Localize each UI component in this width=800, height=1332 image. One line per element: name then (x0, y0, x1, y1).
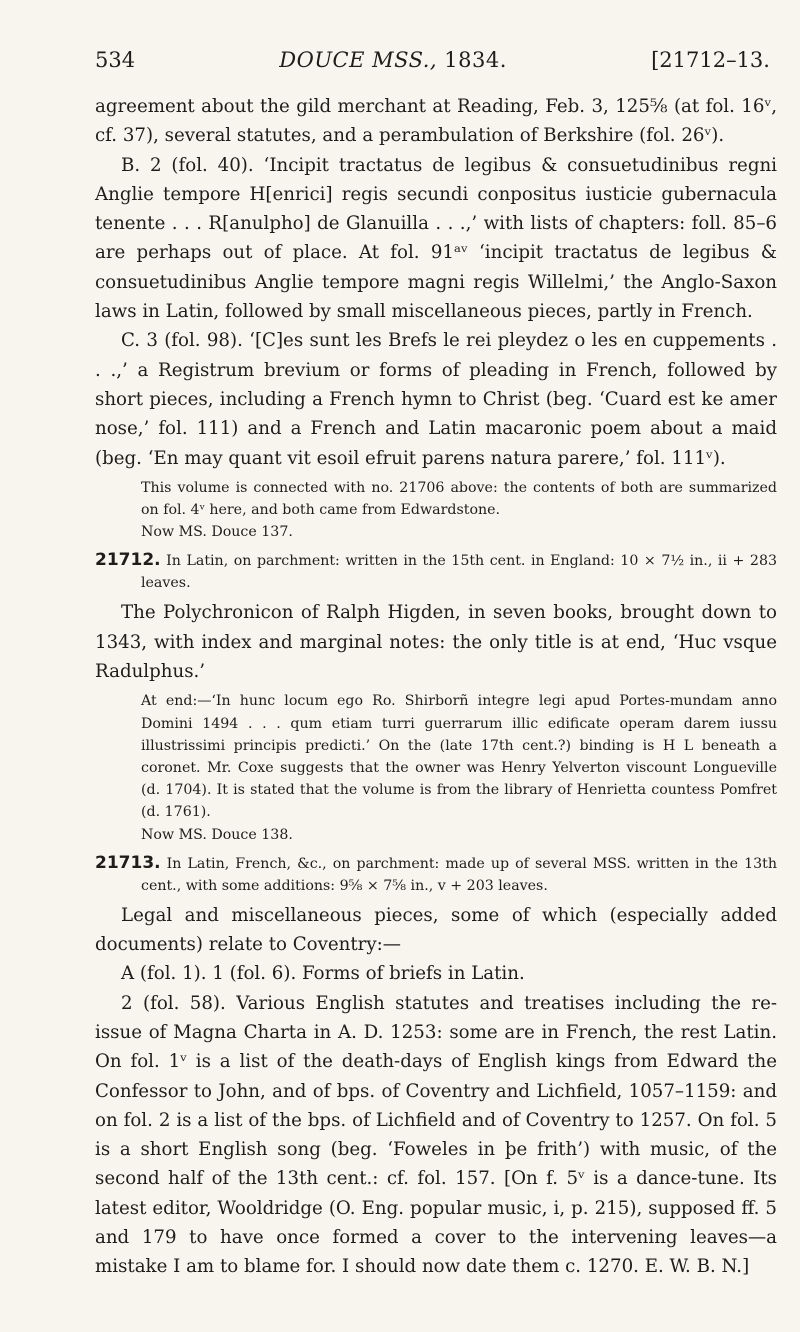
entry-description: In Latin, on parchment: written in the 15th cent. in England: 10 × 7½ in., ii + 283 leaves. (141, 553, 777, 592)
note-shirborn: At end:—‘In hunc locum ego Ro. Shirborñ integre legi apud Portes-mundam anno Domini 1494 . . . qum etiam turri guerrarum illic edificate operam darem iussu illustrissimi principis predicti.’ On the (late 17th cent.?) binding is H L beneath a coronet. Mr. Coxe suggests that the owner was Henry Yelverton viscount Longueville (d. 1704). It is stated that the volume is from the library of Henrietta countess Pomfret (d. 1761). (141, 693, 777, 821)
entry-number: 21713. (95, 852, 161, 873)
running-title: DOUCE MSS., 1834. (279, 48, 507, 72)
shelfmark-douce-137: Now MS. Douce 137. (141, 524, 293, 541)
running-header (95, 48, 770, 72)
paragraph-statutes: 2 (fol. 58). Various English statutes and treatises including the re-issue of Magna Charta in A. D. 1253: some are in French, the rest Latin. On fol. 1ᵛ is a list of the death-days of English kings from Edward the Confessor to John, and of bps. of Coventry and Lichfield, 1057–1159: and on fol. 2 is a list of the bps. of Lichfield and of Coventry to 1257. On fol. 5 is a short English song (beg. ‘Foweles in þe frith’) with music, of the second half of the 13th cent.: cf. fol. 157. [On f. 5ᵛ is a dance-tune. Its latest editor, Wooldridge (O. Eng. popular music, i, p. 215), supposed ff. 5 and 179 to have once formed a cover to the intervening leaves—a mistake I am to blame for. I should now date them c. 1270. E. W. B. N.] (95, 992, 777, 1278)
entry-range: [21712–13. (651, 48, 770, 72)
paragraph-gild-merchant: agreement about the gild merchant at Reading, Feb. 3, 125⅝ (at fol. 16ᵛ, cf. 37), several statutes, and a perambulation of Berkshire (fol. 26ᵛ). (95, 96, 777, 147)
paragraph-polychronicon: The Polychronicon of Ralph Higden, in seven books, brought down to 1343, with index and marginal notes: the only title is at end, ‘Huc vsque Radulphus.’ (95, 602, 777, 683)
paragraph-section-c: C. 3 (fol. 98). ‘[C]es sunt les Brefs le rei pleydez o les en cuppements . . .,’ a Registrum brevium or forms of pleading in French, followed by short pieces, including a French hymn to Christ (beg. ‘Cuard est ke amer nose,’ fol. 111) and a French and Latin macaronic poem about a maid (beg. ‘En may quant vit esoil efruit parens natura parere,’ fol. 111ᵛ). (95, 330, 777, 469)
shelfmark-douce-138: Now MS. Douce 138. (141, 826, 293, 843)
entry-description: In Latin, French, &c., on parchment: made up of several MSS. written in the 13th cent., with some additions: 9⅝ × 7⅝ in., v + 203 leaves. (141, 855, 778, 894)
page-number: 534 (95, 48, 136, 72)
paragraph-section-a: A (fol. 1). 1 (fol. 6). Forms of briefs in Latin. (121, 963, 525, 985)
note-connected-volume: This volume is connected with no. 21706 above: the contents of both are summarized on fol. 4ᵛ here, and both came from Edwardstone. (141, 479, 777, 519)
paragraph-section-b: B. 2 (fol. 40). ‘Incipit tractatus de legibus & consuetudinibus regni Anglie tempore H[enrici] regis secundi conpositus iusticie gubernacula tenente . . . R[anulpho] de Glanuilla . . .,’ with lists of chapters: foll. 85–6 are perhaps out of place. At fol. 91ᵃᵛ ‘incipit tractatus de legibus & consuetudinibus Anglie tempore magni regis Willelmi,’ the Anglo-Saxon laws in Latin, followed by small miscellaneous pieces, partly in French. (95, 154, 777, 323)
entry-21713-header (95, 852, 777, 897)
entry-number: 21712. (95, 550, 161, 571)
page-body (95, 92, 777, 1282)
paragraph-legal-pieces: Legal and miscellaneous pieces, some of which (especially added documents) relate to Coventry:— (95, 904, 777, 956)
entry-21712-header (95, 549, 777, 594)
